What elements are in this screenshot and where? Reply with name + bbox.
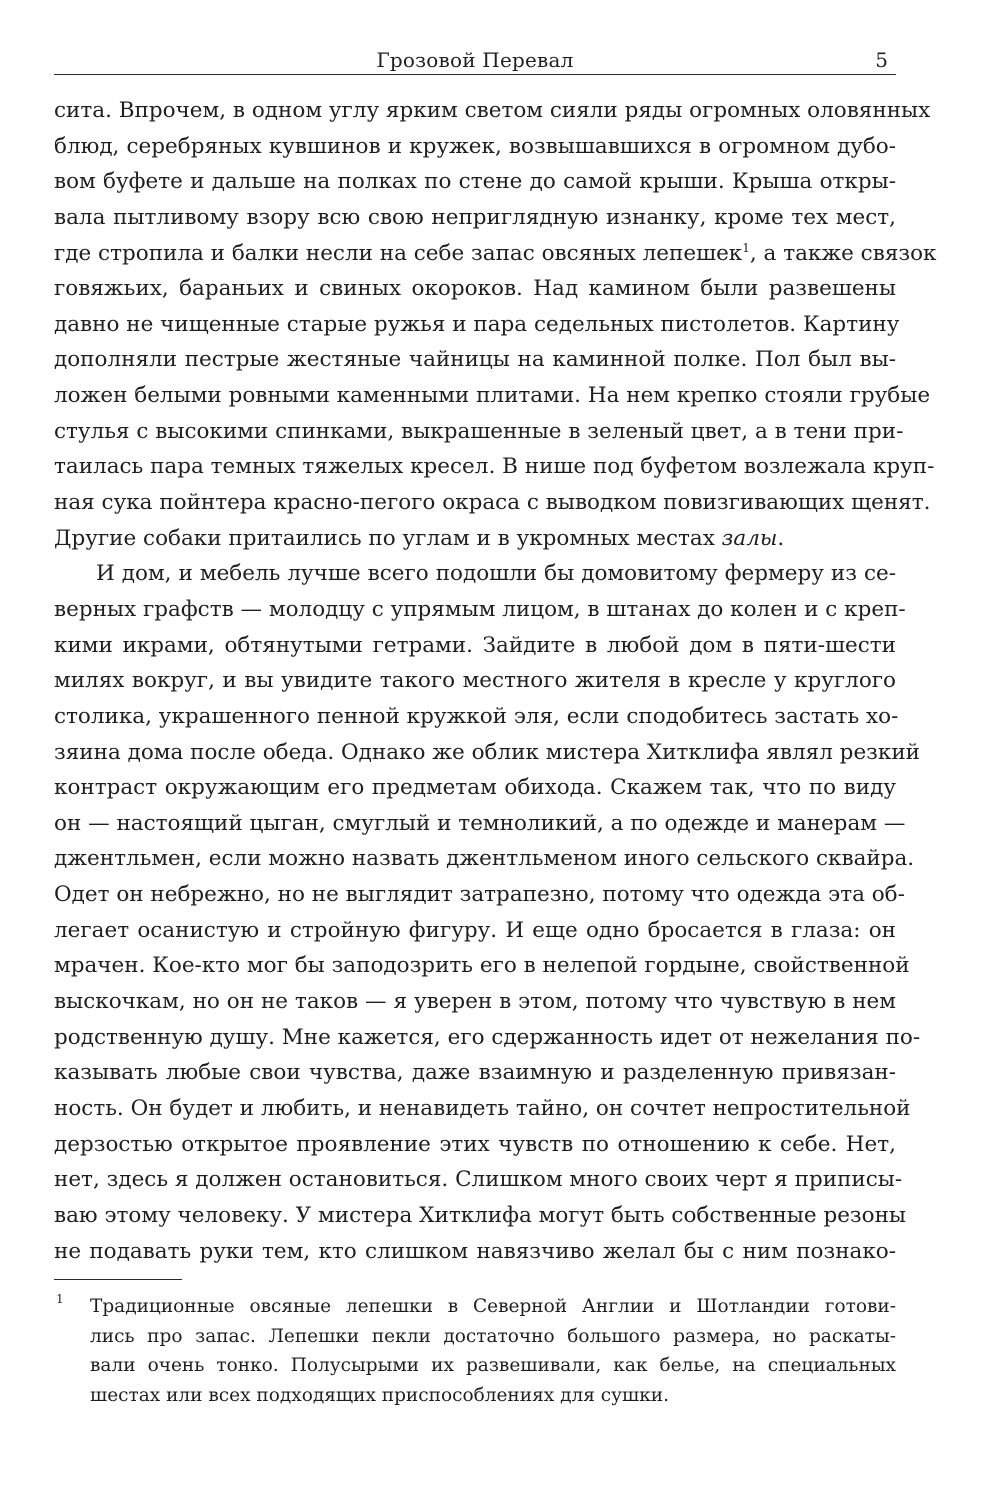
paragraph-2 — [54, 556, 921, 1269]
text-segment: Другие собаки притаились по углам и в укромных местах — [54, 525, 722, 551]
text-line: столика, украшенного пенной кружкой эля, если сподобитесь застать хо- — [54, 703, 899, 729]
text-line: И дом, и мебель лучше всего подошли бы домовитому фермеру из се- — [96, 561, 896, 587]
italic-word: залы — [721, 525, 778, 551]
running-head — [54, 40, 896, 75]
text-line: зяина дома после обеда. Однако же облик мистера Хитклифа являл резкий — [54, 739, 920, 765]
text-line: ложен белыми ровными каменными плитами. На нем крепко стояли грубые — [54, 383, 931, 409]
text-line: вала пытливому взору всю свою неприглядную изнанку, кроме тех мест, — [54, 204, 896, 230]
text-line: дерзостью открытое проявление этих чувств по отношению к себе. Нет, — [54, 1131, 896, 1157]
book-page — [54, 40, 937, 1411]
text-line: верных графств — молодцу с упрямым лицом, в штанах до колен и с креп- — [54, 596, 906, 622]
text-line: легает осанистую и стройную фигуру. И еще одно бросается в глаза: он — [54, 917, 896, 943]
text-line: милях вокруг, и вы увидите такого местного жителя в кресле у круглого — [54, 668, 896, 694]
text-line — [54, 521, 896, 557]
text-line: Одет он небрежно, но не выглядит затрапезно, потому что одежда эта об- — [54, 882, 905, 908]
text-segment: где стропила и балки несли на себе запас овсяных лепешек — [54, 240, 743, 266]
footnote — [54, 1292, 896, 1410]
footnote-line: лись про запас. Лепешки пекли достаточно большого размера, но раскаты- — [90, 1325, 896, 1347]
text-line: говяжьих, бараньих и свиных окороков. Над камином были развешены — [54, 276, 896, 302]
paragraph-1 — [54, 93, 937, 556]
text-line: блюд, серебряных кувшинов и кружек, возвышавшихся в огромном дубо- — [54, 133, 896, 159]
text-line: джентльмен, если можно назвать джентльменом иного сельского сквайра. — [54, 846, 915, 872]
running-title: Грозовой Перевал — [376, 48, 574, 72]
text-line: мрачен. Кое-кто мог бы заподозрить его в нелепой гордыне, свойственной — [54, 953, 910, 979]
text-line: кими икрами, обтянутыми гетрами. Зайдите в любой дом в пяти-шести — [54, 632, 896, 658]
text-line: дополняли пестрые жестяные чайницы на каминной полке. Пол был вы- — [54, 347, 896, 373]
text-line: контраст окружающим его предметам обихода. Скажем так, что по виду — [54, 775, 896, 801]
text-line: давно не чищенные старые ружья и пара седельных пистолетов. Картину — [54, 311, 900, 337]
text-line: выскочкам, но он не таков — я уверен в этом, потому что чувствую в нем — [54, 989, 896, 1015]
text-line: казывать любые свои чувства, даже взаимную и разделенную привязан- — [54, 1060, 896, 1086]
page-number: 5 — [875, 48, 888, 72]
footnote-marker: 1 — [56, 1292, 64, 1307]
footnote-line: Традиционные овсяные лепешки в Северной Англии и Шотландии готови- — [90, 1296, 896, 1318]
text-line: стулья с высокими спинками, выкрашенные в зеленый цвет, а в тени при- — [54, 418, 904, 444]
text-line — [54, 236, 937, 272]
text-line: таилась пара темных тяжелых кресел. В нише под буфетом возлежала круп- — [54, 454, 935, 480]
text-line: ность. Он будет и любить, и ненавидеть тайно, он сочтет непростительной — [54, 1095, 911, 1121]
text-line: вом буфете и дальше на полках по стене до самой крыши. Крыша откры- — [54, 169, 896, 195]
body-text — [54, 93, 937, 1269]
footnote-line: шестах или всех подходящих приспособлениях для сушки. — [90, 1384, 669, 1406]
text-segment: . — [777, 525, 785, 551]
footnote-reference[interactable]: 1 — [742, 240, 750, 255]
text-line: ная сука пойнтера красно-пегого окраса с выводком повизгивающих щенят. — [54, 490, 931, 516]
text-line: ваю этому человеку. У мистера Хитклифа могут быть собственные резоны — [54, 1202, 907, 1228]
footnote-divider — [54, 1279, 182, 1280]
text-segment: , а также связок — [749, 240, 937, 266]
text-line: не подавать руки тем, кто слишком навязчиво желал бы с ним познако- — [54, 1238, 896, 1264]
text-line: он — настоящий цыган, смуглый и темноликий, а по одежде и манерам — — [54, 810, 906, 836]
text-line: родственную душу. Мне кажется, его сдержанность идет от нежелания по- — [54, 1024, 921, 1050]
text-line: сита. Впрочем, в одном углу ярким светом сияли ряды огромных оловянных — [54, 98, 931, 123]
footnote-line: вали очень тонко. Полусырыми их развешивали, как белье, на специальных — [90, 1355, 896, 1377]
text-line: нет, здесь я должен остановиться. Слишком много своих черт я приписы- — [54, 1167, 903, 1193]
